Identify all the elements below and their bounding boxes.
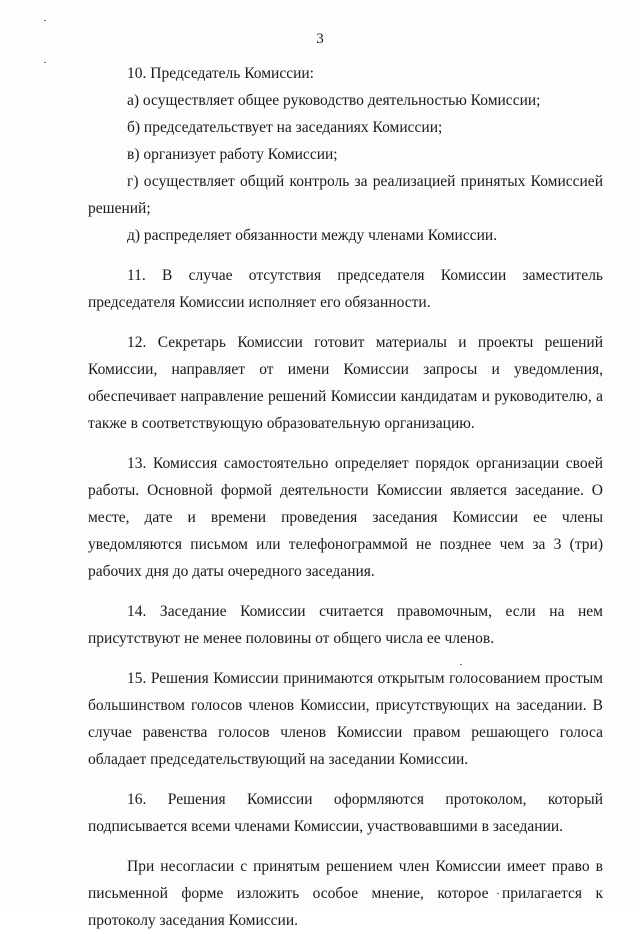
paragraph-10c: в) организует работу Комиссии;: [127, 146, 338, 163]
paragraph-10: 10. Председатель Комиссии:: [127, 65, 314, 82]
paragraph-14: 14. Заседание Комиссии считается правомочным, если на нем присутствуют не менее половины от общего числа ее членов.: [88, 603, 603, 647]
paragraph-10e: д) распределяет обязанности между членами Комиссии.: [127, 227, 498, 244]
scan-speck: [44, 20, 46, 21]
paragraph-10a: а) осуществляет общее руководство деятельностью Комиссии;: [127, 92, 541, 109]
document-body: [88, 60, 603, 934]
paragraph-dissent: При несогласии с принятым решением член Комиссии имеет право в письменной форме изложить особое мнение, которое прилагается к протоколу заседания Комиссии.: [88, 858, 603, 929]
page-number: 3: [316, 31, 324, 47]
paragraph-10b: б) председательствует на заседаниях Комиссии;: [127, 119, 443, 136]
paragraph-10d: г) осуществляет общий контроль за реализацией принятых Комиссией решений;: [88, 173, 603, 217]
paragraph-15: 15. Решения Комиссии принимаются открытым голосованием простым большинством голосов членов Комиссии, присутствующих на заседании. В случае равенства голосов членов Комиссии правом решающего голоса обладает председательствующий на заседании Комиссии.: [88, 670, 603, 768]
paragraph-12: 12. Секретарь Комиссии готовит материалы и проекты решений Комиссии, направляет от имени Комиссии запросы и уведомления, обеспечивает направление решений Комиссии кандидатам и руководителю, а также в соответствующую образовательную организацию.: [88, 334, 603, 432]
paragraph-11: 11. В случае отсутствия председателя Комиссии заместитель председателя Комиссии исполняет его обязанности.: [88, 267, 603, 311]
paragraph-13: 13. Комиссия самостоятельно определяет порядок организации своей работы. Основной формой деятельности Комиссии является заседание. О месте, дате и времени проведения заседания Комиссии ее члены уведомляются письмом или телефонограммой не позднее чем за 3 (три) рабочих дня до даты очередного заседания.: [88, 455, 603, 580]
paragraph-16: 16. Решения Комиссии оформляются протоколом, который подписывается всеми членами Комиссии, участвовавшими в заседании.: [88, 791, 603, 835]
scan-speck: [44, 62, 46, 63]
